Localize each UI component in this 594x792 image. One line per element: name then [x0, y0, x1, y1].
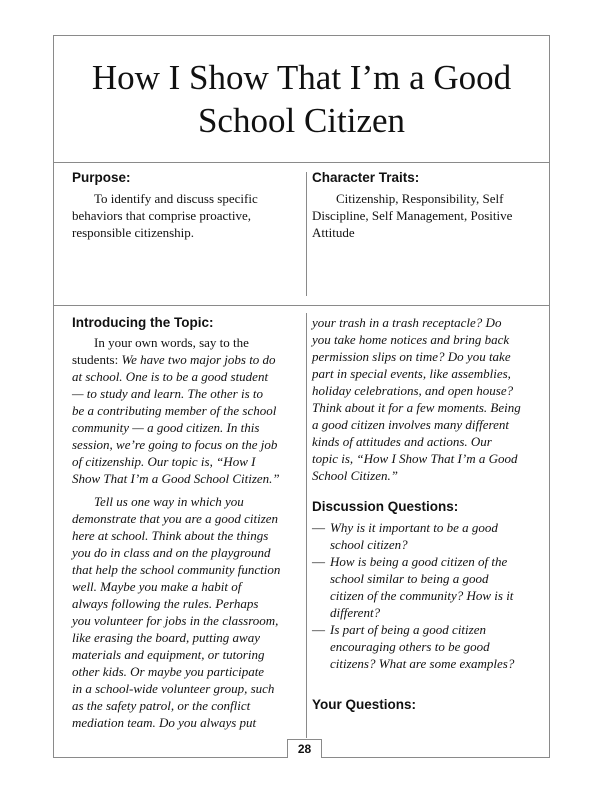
discussion-question [312, 519, 546, 553]
intro-line: In your own words, say to the [94, 335, 249, 350]
traits-line: Discipline, Self Management, Positive [312, 208, 513, 223]
intro-line: Show That I’m a Good School Citizen.” [72, 471, 280, 486]
intro-line: School Citizen.” [312, 468, 398, 483]
intro-italic: We have two major jobs to do [121, 352, 276, 367]
introducing-paragraph-1 [72, 334, 304, 487]
title-line-2: School Citizen [197, 101, 406, 140]
intro-line: be a contributing member of the school [72, 403, 277, 418]
purpose-line: behaviors that comprise proactive, [72, 208, 252, 223]
intro-line: permission slips on time? Do you take [312, 349, 511, 364]
intro-line: session, we’re going to focus on the job [72, 437, 278, 452]
intro-line: community — a good citizen. In this [72, 420, 260, 435]
purpose-line: responsible citizenship. [72, 225, 195, 240]
question-line: Why is it important to be a good [330, 520, 498, 535]
introducing-continued [312, 314, 544, 484]
discussion-question [312, 621, 546, 672]
intro-line: always following the rules. Perhaps [72, 596, 259, 611]
intro-line: as the safety patrol, or the conflict [72, 698, 251, 713]
intro-line: materials and equipment, or tutoring [72, 647, 265, 662]
intro-line: kinds of attitudes and actions. Our [312, 434, 492, 449]
intro-line: Think about it for a few moments. Being [312, 400, 521, 415]
question-line: citizens? What are some examples? [330, 656, 515, 671]
question-line: How is being a good citizen of the [330, 554, 508, 569]
dash-bullet: — [312, 520, 325, 535]
intro-line: you volunteer for jobs in the classroom, [72, 613, 279, 628]
question-line: school similar to being a good [330, 571, 489, 586]
intro-line: holiday celebrations, and open house? [312, 383, 514, 398]
intro-line: you do in class and on the playground [72, 545, 271, 560]
intro-line: of citizenship. Our topic is, “How I [72, 454, 256, 469]
discussion-heading: Discussion Questions: [312, 499, 459, 514]
intro-line: at school. One is to be a good student [72, 369, 269, 384]
traits-line: Citizenship, Responsibility, Self [336, 191, 504, 206]
intro-line: a good citizen involves many different [312, 417, 509, 432]
question-line: encouraging others to be good [330, 639, 490, 654]
purpose-heading: Purpose: [72, 170, 131, 185]
divider-middle [53, 305, 550, 306]
dash-bullet: — [312, 554, 325, 569]
intro-line: like erasing the board, putting away [72, 630, 260, 645]
intro-line: well. Maybe you make a habit of [72, 579, 242, 594]
intro-line: you take home notices and bring back [312, 332, 510, 347]
intro-line: in a school-wide volunteer group, such [72, 681, 275, 696]
character-traits-text [312, 190, 544, 241]
intro-line: your trash in a trash receptacle? Do [312, 315, 502, 330]
intro-line: mediation team. Do you always put [72, 715, 257, 730]
question-line: Is part of being a good citizen [330, 622, 486, 637]
title-line-1: How I Show That I’m a Good [91, 58, 512, 97]
divider-lower-column [306, 313, 307, 738]
page-number: 28 [287, 739, 322, 758]
purpose-text [72, 190, 300, 241]
intro-line: demonstrate that you are a good citizen [72, 511, 279, 526]
divider-upper-column [306, 172, 307, 296]
intro-line: Tell us one way in which you [94, 494, 244, 509]
intro-line: other kids. Or maybe you participate [72, 664, 265, 679]
intro-line [72, 351, 304, 368]
purpose-line: To identify and discuss specific [94, 191, 258, 206]
intro-line: — to study and learn. The other is to [72, 386, 264, 401]
introducing-heading: Introducing the Topic: [72, 315, 214, 330]
question-line: school citizen? [330, 537, 408, 552]
traits-line: Attitude [312, 225, 355, 240]
intro-line: that help the school community function [72, 562, 281, 577]
discussion-question [312, 553, 546, 621]
question-line: different? [330, 605, 381, 620]
character-traits-heading: Character Traits: [312, 170, 420, 185]
page-title [53, 56, 550, 142]
discussion-list [312, 519, 546, 672]
intro-line: part in special events, like assemblies, [312, 366, 511, 381]
question-line: citizen of the community? How is it [330, 588, 514, 603]
intro-line: topic is, “How I Show That I’m a Good [312, 451, 518, 466]
intro-roman: students: [72, 352, 122, 367]
divider-top [53, 162, 550, 163]
introducing-paragraph-2 [72, 493, 304, 731]
intro-line: here at school. Think about the things [72, 528, 269, 543]
your-questions-heading: Your Questions: [312, 697, 417, 712]
dash-bullet: — [312, 622, 325, 637]
